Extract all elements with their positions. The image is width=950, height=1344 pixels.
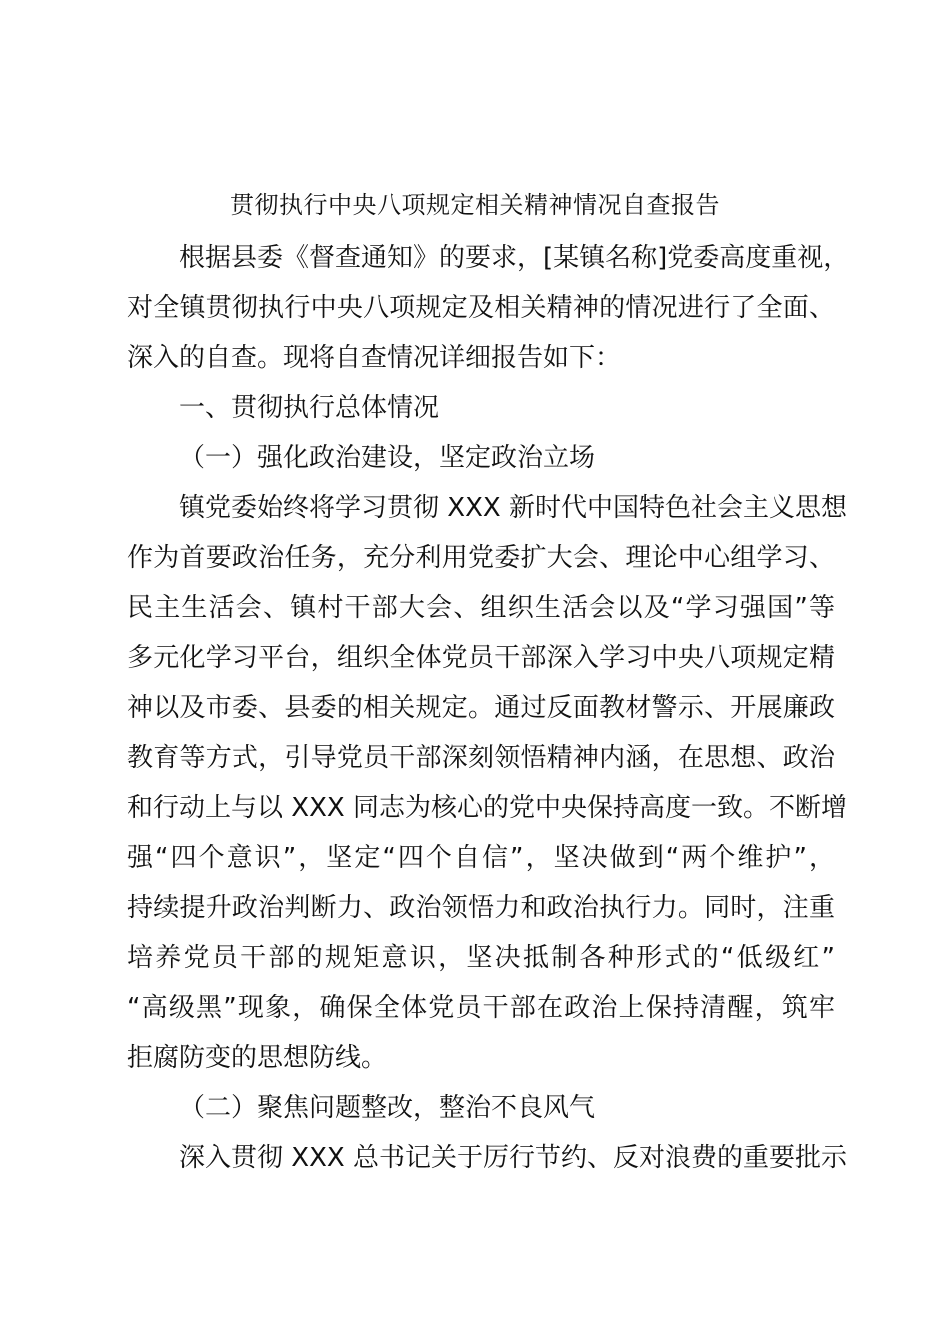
- subsection-heading: （一）强化政治建设，坚定政治立场: [179, 443, 596, 473]
- paragraph-line: 培养党员干部的规矩意识，坚决抵制各种形式的“低级红”: [127, 943, 835, 973]
- paragraph-line: 对全镇贯彻执行中央八项规定及相关精神的情况进行了全面、: [127, 293, 835, 323]
- section-heading: 一、贯彻执行总体情况: [179, 393, 440, 423]
- paragraph-line: 作为首要政治任务，充分利用党委扩大会、理论中心组学习、: [127, 543, 835, 573]
- paragraph-line: 和行动上与以 XXX 同志为核心的党中央保持高度一致。不断增: [127, 793, 847, 823]
- paragraph-line: “高级黑”现象，确保全体党员干部在政治上保持清醒，筑牢: [127, 993, 835, 1023]
- paragraph-line: 根据县委《督查通知》的要求，[某镇名称]党委高度重视，: [179, 243, 850, 273]
- paragraph-line: 多元化学习平台，组织全体党员干部深入学习中央八项规定精: [127, 643, 835, 673]
- paragraph-line: 持续提升政治判断力、政治领悟力和政治执行力。同时，注重: [127, 893, 835, 923]
- paragraph-line: 深入的自查。现将自查情况详细报告如下：: [127, 343, 622, 373]
- subsection-heading: （二）聚焦问题整改，整治不良风气: [179, 1093, 596, 1123]
- document-body: [127, 233, 850, 1183]
- paragraph-line: 拒腐防变的思想防线。: [127, 1043, 388, 1073]
- paragraph-line: 镇党委始终将学习贯彻 XXX 新时代中国特色社会主义思想: [179, 493, 847, 523]
- document-title: 贯彻执行中央八项规定相关精神情况自查报告: [230, 191, 720, 219]
- paragraph-line: 强“四个意识”，坚定“四个自信”，坚决做到“两个维护”，: [127, 843, 835, 873]
- paragraph-line: 教育等方式，引导党员干部深刻领悟精神内涵，在思想、政治: [127, 743, 835, 773]
- paragraph-line: 深入贯彻 XXX 总书记关于厉行节约、反对浪费的重要批示: [179, 1143, 847, 1173]
- paragraph-line: 民主生活会、镇村干部大会、组织生活会以及“学习强国”等: [127, 593, 835, 623]
- paragraph-line: 神以及市委、县委的相关规定。通过反面教材警示、开展廉政: [127, 693, 835, 723]
